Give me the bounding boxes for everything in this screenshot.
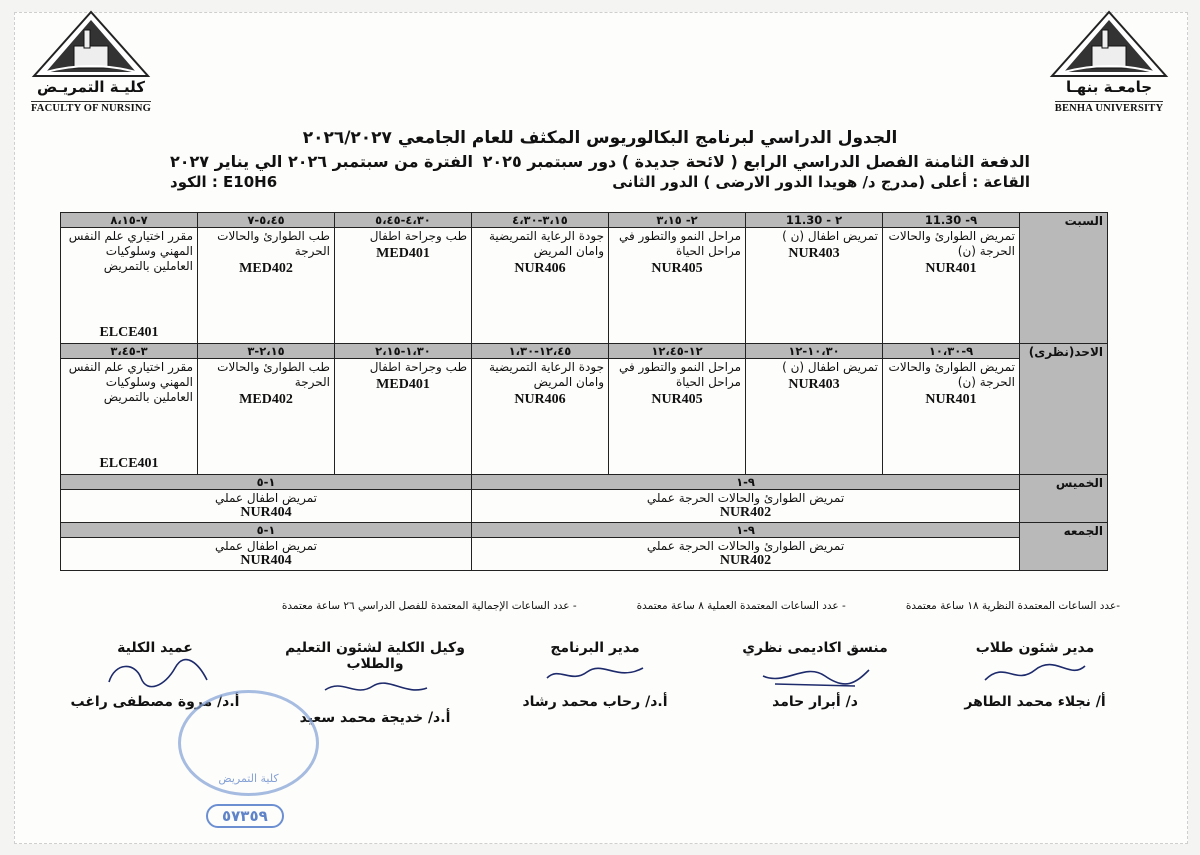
time-slot: ٣-٣،٤٥ xyxy=(61,344,198,359)
course-cell xyxy=(472,228,609,344)
time-slot: ٩-١٠،٣٠ xyxy=(883,344,1020,359)
university-name-en: BENHA UNIVERSITY xyxy=(1054,103,1164,114)
faculty-name-ar: كليـة التمريـض xyxy=(37,78,145,96)
signature-name: أ/ نجلاء محمد الطاهر xyxy=(964,694,1106,710)
course-cell xyxy=(472,359,609,475)
total-hours: - عدد الساعات الإجمالية المعتمدة للفصل الدراسي ٢٦ ساعة معتمدة xyxy=(281,600,577,612)
theory-hours: -عدد الساعات المعتمدة النظرية ١٨ ساعة معتمدة xyxy=(905,600,1120,612)
course-code: NUR402 xyxy=(719,553,772,568)
signature-role: مدير شئون طلاب xyxy=(975,640,1095,656)
friday-slot-row xyxy=(61,523,1108,538)
time-slot: ٩-١ xyxy=(472,475,1020,490)
course-code: NUR404 xyxy=(240,505,292,520)
signature-role: وكيل الكلية لشئون التعليم والطلاب xyxy=(285,640,465,672)
course-cell xyxy=(335,228,472,344)
course-code: ELCE401 xyxy=(99,325,159,340)
hall-text: القاعة : أعلى (مدرج د/ هويدا الدور الارضى ) الدور الثانى xyxy=(612,173,1030,191)
course-name: تمريض الطوارئ والحالات الحرجة (ن) xyxy=(888,229,1015,258)
day-thursday: الخميس xyxy=(1020,475,1108,523)
course-cell xyxy=(883,359,1020,475)
faculty-name-en: FACULTY OF NURSING xyxy=(30,103,152,114)
pyramid-logo-icon xyxy=(26,8,156,80)
handwritten-signature-icon xyxy=(975,656,1095,690)
course-name: تمريض الطوارئ والحالات الحرجة عملي xyxy=(646,539,845,553)
signature xyxy=(720,640,910,726)
course-name: مراحل النمو والتطور في مراحل الحياة xyxy=(618,229,741,258)
course-cell xyxy=(609,359,746,475)
course-code: NUR406 xyxy=(514,392,566,407)
period-text: الفترة من سبتمبر ٢٠٢٦ الي يناير ٢٠٢٧ xyxy=(170,152,473,171)
course-code: NUR406 xyxy=(514,261,566,276)
time-slot: ٧-٨،١٥ xyxy=(61,213,198,228)
course-cell xyxy=(198,359,335,475)
course-code: ELCE401 xyxy=(99,456,159,471)
sunday-slot-row xyxy=(61,344,1108,359)
handwritten-signature-icon xyxy=(535,656,655,690)
signature-role: مدير البرنامج xyxy=(550,640,640,656)
time-slot: ٥،٤٥-٧ xyxy=(198,213,335,228)
course-cell xyxy=(746,359,883,475)
time-slot: ١-٥ xyxy=(61,475,472,490)
course-name: جودة الرعاية التمريضية وامان المريض xyxy=(488,360,604,389)
course-code: MED401 xyxy=(376,377,430,392)
course-name: جودة الرعاية التمريضية وامان المريض xyxy=(488,229,604,258)
signature xyxy=(500,640,690,726)
course-name: مقرر اختياري علم النفس المهني وسلوكيات العاملين بالتمريض xyxy=(68,229,193,273)
time-slot: ١،٣٠-٢،١٥ xyxy=(335,344,472,359)
schedule-title: الجدول الدراسي لبرنامج البكالوريوس المكثف للعام الجامعي ٢٠٢٦/٢٠٢٧ xyxy=(302,128,898,148)
time-slot: ١٠،٣٠-١٢ xyxy=(746,344,883,359)
thursday-slot-row xyxy=(61,475,1108,490)
course-code: NUR401 xyxy=(925,261,977,276)
document-header xyxy=(170,128,1030,191)
day-sunday: الاحد(نظرى) xyxy=(1020,344,1108,475)
practical-course-cell xyxy=(472,538,1020,571)
course-name: تمريض اطفال (ن ) xyxy=(782,229,878,243)
handwritten-signature-icon xyxy=(315,672,435,706)
time-slot: ٣،١٥-٤،٣٠ xyxy=(472,213,609,228)
day-saturday: السبت xyxy=(1020,213,1108,344)
thursday-course-row xyxy=(61,490,1108,523)
friday-course-row xyxy=(61,538,1108,571)
course-name: مقرر اختياري علم النفس المهني وسلوكيات العاملين بالتمريض xyxy=(68,360,193,404)
signature-role: منسق اكاديمى نظري xyxy=(742,640,888,656)
course-cell xyxy=(609,228,746,344)
handwritten-signature-icon xyxy=(755,656,875,690)
serial-number: ٥٧٣٥٩ xyxy=(206,804,284,828)
course-name: تمريض اطفال عملي xyxy=(215,539,317,553)
time-slot: ٢،١٥-٣ xyxy=(198,344,335,359)
university-name-ar: جامعـة بنهـا xyxy=(1065,78,1153,96)
course-name: طب وجراحة اطفال xyxy=(369,360,467,374)
room-code: الكود : E10H6 xyxy=(170,173,278,191)
time-slot: ٢ - 11.30 xyxy=(746,213,883,228)
course-code: NUR405 xyxy=(651,261,703,276)
course-name: تمريض اطفال عملي xyxy=(215,491,317,505)
course-cell xyxy=(198,228,335,344)
sunday-course-row xyxy=(61,359,1108,475)
time-slot: ١٢،٤٥-١،٣٠ xyxy=(472,344,609,359)
course-code: MED402 xyxy=(239,392,293,407)
course-name: طب وجراحة اطفال xyxy=(369,229,467,243)
practical-course-cell xyxy=(61,490,472,523)
handwritten-signature-icon xyxy=(95,656,215,690)
stamp-text: كلية التمريض xyxy=(218,772,279,785)
time-slot: ٩- 11.30 xyxy=(883,213,1020,228)
official-stamp xyxy=(178,690,319,796)
signature-name: أ.د/ مروة مصطفى راغب xyxy=(70,694,240,710)
schedule-table xyxy=(60,212,1108,571)
course-name: مراحل النمو والتطور في مراحل الحياة xyxy=(618,360,741,389)
day-friday: الجمعه xyxy=(1020,523,1108,571)
practical-course-cell xyxy=(61,538,472,571)
course-code: NUR403 xyxy=(788,246,840,261)
saturday-course-row xyxy=(61,228,1108,344)
course-code: NUR405 xyxy=(651,392,703,407)
signature xyxy=(280,640,470,726)
course-name: طب الطوارئ والحالات الحرجة xyxy=(217,360,330,389)
signature xyxy=(940,640,1130,726)
credit-hours-summary xyxy=(60,600,1120,612)
time-slot: ٢- ٣،١٥ xyxy=(609,213,746,228)
time-slot: ٤،٣٠-٥،٤٥ xyxy=(335,213,472,228)
practical-course-cell xyxy=(472,490,1020,523)
time-slot: ٩-١ xyxy=(472,523,1020,538)
course-code: NUR404 xyxy=(240,553,292,568)
signature-name: أ.د/ رحاب محمد رشاد xyxy=(522,694,668,710)
time-slot: ١٢-١٢،٤٥ xyxy=(609,344,746,359)
saturday-slot-row xyxy=(61,213,1108,228)
course-name: طب الطوارئ والحالات الحرجة xyxy=(217,229,330,258)
practical-hours: - عدد الساعات المعتمدة العملية ٨ ساعة معتمدة xyxy=(636,600,846,612)
faculty-logo xyxy=(16,8,166,115)
course-code: NUR403 xyxy=(788,377,840,392)
course-cell xyxy=(61,359,198,475)
cohort-subtitle: الدفعة الثامنة الفصل الدراسي الرابع ( لائحة جديدة ) دور سبتمبر ٢٠٢٥ xyxy=(482,152,1030,171)
course-cell xyxy=(61,228,198,344)
signature-role: عميد الكلية xyxy=(117,640,193,656)
university-logo xyxy=(1034,8,1184,115)
course-code: MED401 xyxy=(376,246,430,261)
course-cell xyxy=(746,228,883,344)
pyramid-logo-icon xyxy=(1044,8,1174,80)
course-code: NUR402 xyxy=(719,505,772,520)
course-cell xyxy=(883,228,1020,344)
course-name: تمريض اطفال (ن ) xyxy=(782,360,878,374)
signature-name: د/ أبرار حامد xyxy=(772,694,858,710)
course-cell xyxy=(335,359,472,475)
course-name: تمريض الطوارئ والحالات الحرجة (ن) xyxy=(888,360,1015,389)
course-code: MED402 xyxy=(239,261,293,276)
signature-name: أ.د/ خديجة محمد سعيد xyxy=(299,710,451,726)
course-code: NUR401 xyxy=(925,392,977,407)
course-name: تمريض الطوارئ والحالات الحرجة عملي xyxy=(646,491,845,505)
time-slot: ١-٥ xyxy=(61,523,472,538)
